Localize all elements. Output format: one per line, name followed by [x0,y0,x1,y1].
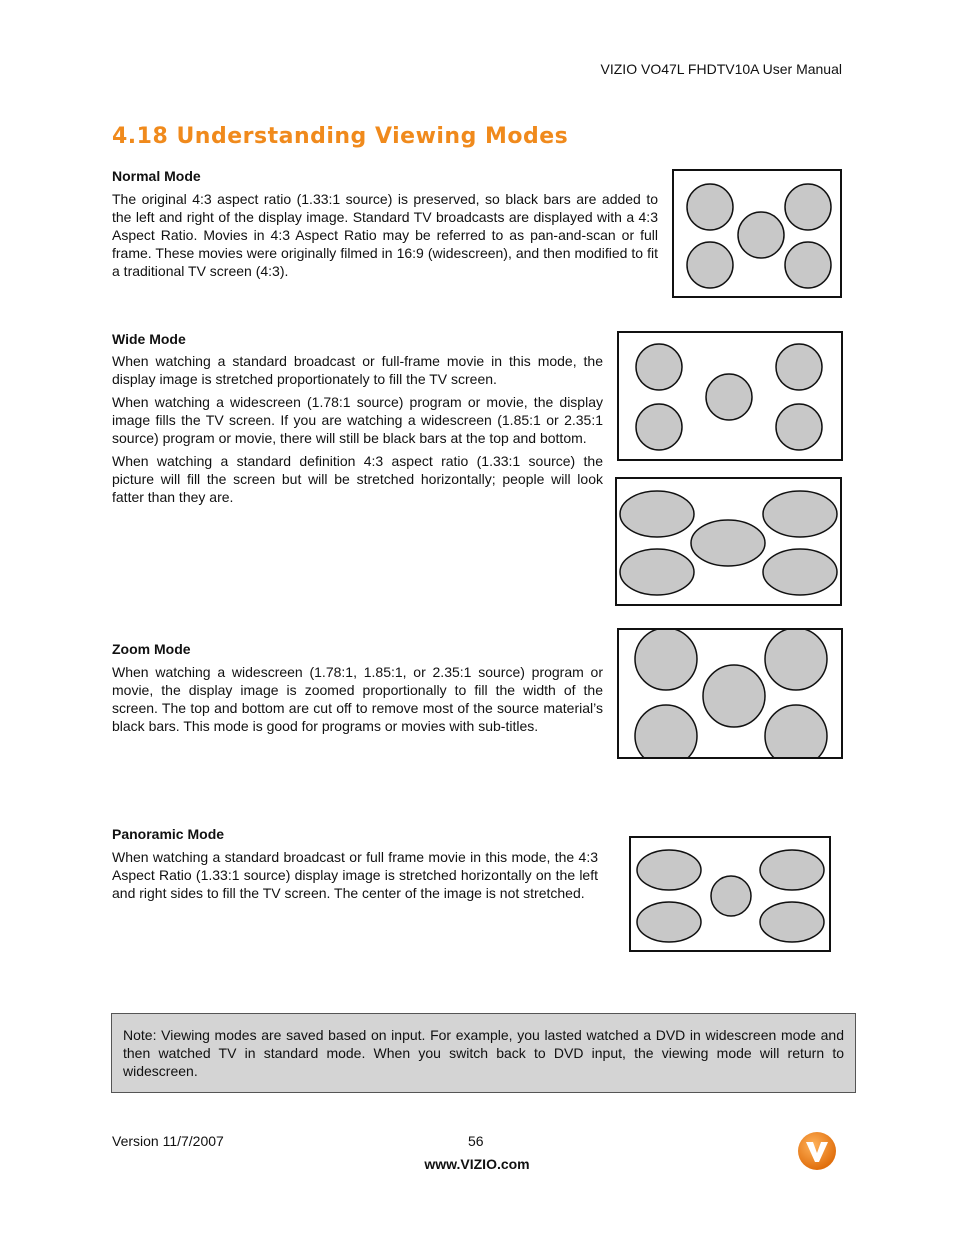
page-number: 56 [468,1133,484,1149]
normal-mode-section [112,168,658,285]
zoom-mode-circles [619,630,841,757]
wide-mode-text-2: When watching a widescreen (1.78:1 source) program or movie, the display image fills the TV screen. If you are watching a widescreen (1.85:1 or 2.35:1 source) program or movie, there will still be black bars at the top and bottom. [112,394,603,446]
panoramic-mode-ellipses [631,838,829,950]
wide-mode-text-3: When watching a standard definition 4:3 aspect ratio (1.33:1 source) the picture will fill the screen but will be stretched horizontally; people will look fatter than they are. [112,453,603,505]
normal-mode-diagram [672,169,842,298]
footer-url[interactable]: www.VIZIO.com [424,1156,530,1172]
normal-mode-text: The original 4:3 aspect ratio (1.33:1 source) is preserved, so black bars are added to the left and right of the display image. Standard TV broadcasts are displayed with a 4:3 Aspect Ratio. Movies in 4:3 Aspect Ratio may be referred to as pan-and-scan or full frame. These movies were originally filmed in 16:9 (widescreen), and then modified to fit a traditional TV screen (4:3). [112,191,658,279]
normal-mode-circles [674,171,840,296]
wide-mode-section [112,331,603,511]
panoramic-mode-text: When watching a standard broadcast or full frame movie in this mode, the 4:3 Aspect Ratio (1.33:1 source) display image is stretched horizontally on the left and right sides to fill the TV screen. The center of the image is not stretched. [112,849,598,901]
wide-mode-diagram [617,331,843,461]
panoramic-mode-heading: Panoramic Mode [112,826,225,842]
wide-mode-stretched-diagram [615,477,842,606]
section-title: 4.18 Understanding Viewing Modes [112,124,569,149]
normal-mode-heading: Normal Mode [112,168,201,184]
wide-mode-heading: Wide Mode [112,331,186,347]
zoom-mode-text: When watching a widescreen (1.78:1, 1.85:1, or 2.35:1 source) program or movie, the display image is zoomed proportionally to fill the width of the screen. The top and bottom are cut off to remove most of the source material’s black bars. This mode is good for programs or movies with sub-titles. [112,664,603,734]
vizio-logo-icon [797,1131,837,1171]
note-text: Note: Viewing modes are saved based on input. For example, you lasted watched a DVD in widescreen mode and then watched TV in standard mode. When you switch back to DVD input, the viewing mode will return to widescreen. [123,1027,844,1079]
zoom-mode-section [112,641,603,740]
wide-mode-circles [619,333,841,459]
note-box [111,1013,856,1093]
wide-mode-text-1: When watching a standard broadcast or full-frame movie in this mode, the display image is stretched proportionately to fill the TV screen. [112,353,603,387]
panoramic-mode-section [112,826,598,907]
wide-mode-stretched-ellipses [617,479,840,604]
panoramic-mode-diagram [629,836,831,952]
zoom-mode-diagram [617,628,843,759]
footer-version: Version 11/7/2007 [112,1133,224,1149]
manual-title: VIZIO VO47L FHDTV10A User Manual [600,61,842,77]
zoom-mode-heading: Zoom Mode [112,641,191,657]
